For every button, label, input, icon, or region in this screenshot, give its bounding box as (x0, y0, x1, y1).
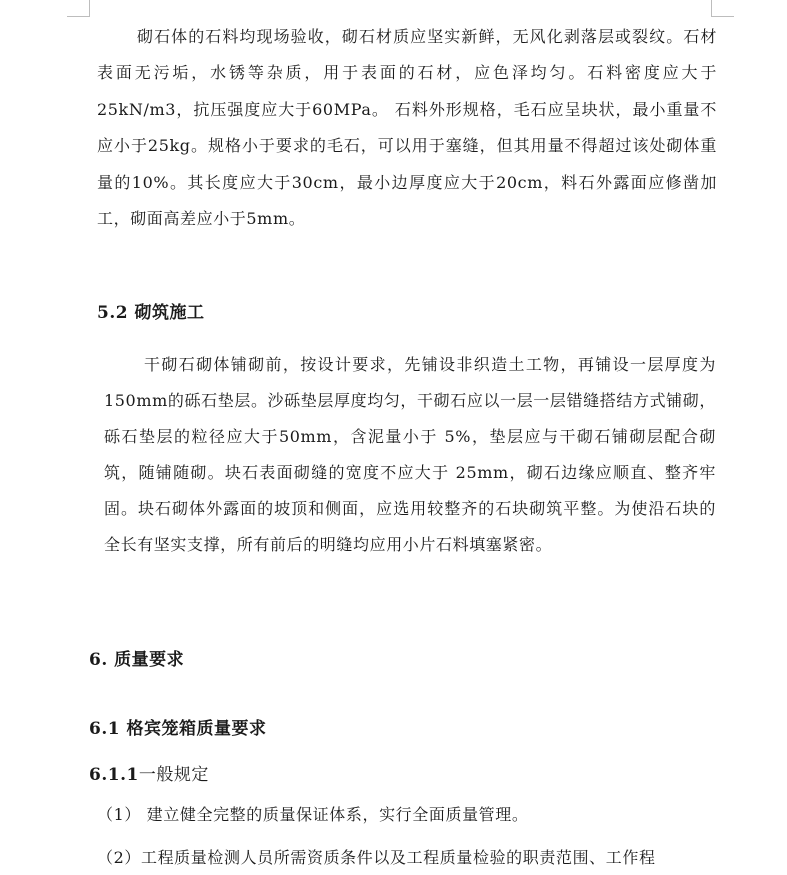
list-item: （1） 建立健全完整的质量保证体系，实行全面质量管理。 (97, 805, 529, 824)
section-6-heading: 6. 质量要求 (89, 650, 185, 670)
list-item: （2）工程质量检测人员所需资质条件以及工程质量检验的职责范围、工作程 (97, 848, 656, 867)
section-6-1-heading: 6.1 格宾笼箱质量要求 (89, 719, 267, 739)
right-margin-crop-mark (711, 0, 734, 17)
section-5-2-heading: 5.2 砌筑施工 (97, 303, 205, 323)
section-6-1-1-heading (89, 760, 209, 785)
construction-paragraph: 干砌石砌体铺砌前，按设计要求，先铺设非织造土工物，再铺设一层厚度为150mm的砾石垫层。沙砾垫层厚度均匀，干砌石应以一层一层错缝搭结方式铺砌，砾石垫层的粒径应大于50mm，含泥量小于 5%，垫层应与干砌石铺砌层配合砌筑，随铺随砌。块石表面砌缝的宽度不应大于 25mm，砌石边缘应顺直、整齐牢固。块石砌体外露面的坡顶和侧面，应选用较整齐的石块砌筑平整。为使沿石块的全长有坚实支撑，所有前后的明缝均应用小片石料填塞紧密。 (104, 355, 716, 554)
left-margin-crop-mark (67, 0, 90, 17)
intro-paragraph: 砌石体的石料均现场验收，砌石材质应坚实新鲜，无风化剥落层或裂纹。石材表面无污垢，水锈等杂质，用于表面的石材，应色泽均匀。石料密度应大于25kN/m3，抗压强度应大于60MPa。 石料外形规格，毛石应呈块状，最小重量不应小于25kg。规格小于要求的毛石，可以用于塞缝，但其用量不得超过该处砌体重量的10%。其长度应大于30cm，最小边厚度应大于20cm，料石外露面应修凿加工，砌面高差应小于5mm。 (97, 27, 717, 229)
section-6-1-1-title: 一般规定 (138, 765, 209, 785)
section-6-1-1-number: 6.1.1 (89, 765, 139, 785)
